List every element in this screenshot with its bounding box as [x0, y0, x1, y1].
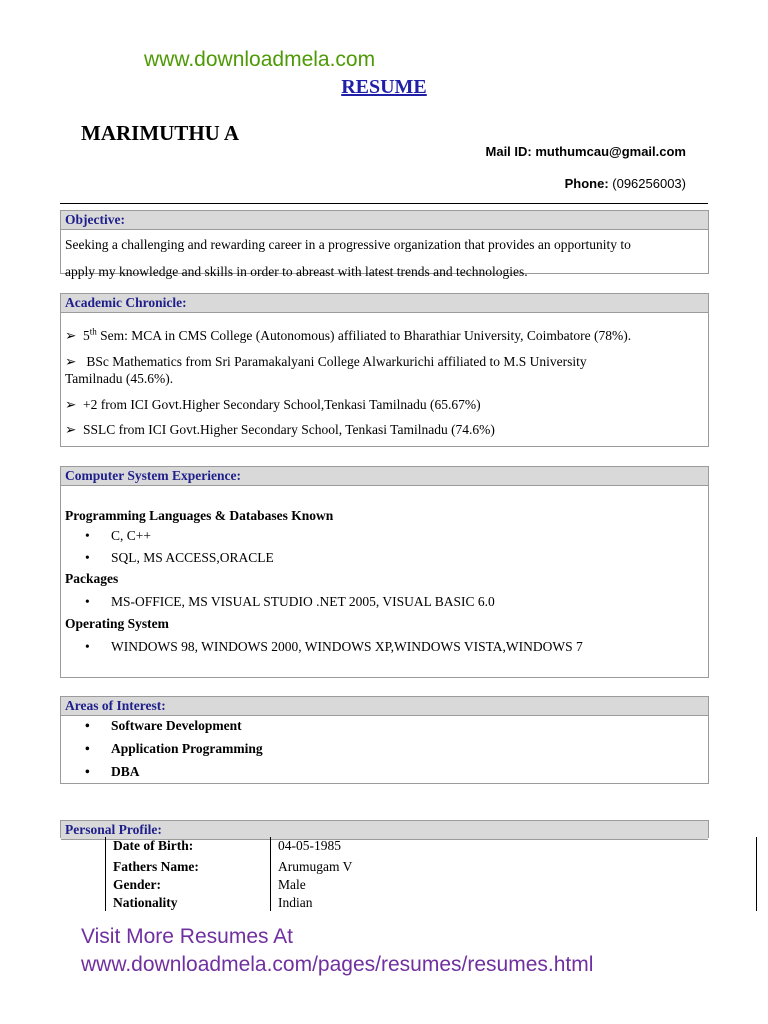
profile-value-nationality: Indian: [278, 895, 313, 910]
academic-item: ➢ +2 from ICI Govt.Higher Secondary School,Tenkasi Tamilnadu (65.67%): [65, 397, 481, 412]
table-border: [270, 837, 271, 911]
academic-heading: Academic Chronicle:: [61, 294, 708, 313]
profile-label-gender: Gender:: [113, 877, 161, 892]
profile-label-father: Fathers Name:: [113, 859, 199, 874]
list-item: • SQL, MS ACCESS,ORACLE: [85, 550, 274, 565]
list-item: • Software Development: [85, 718, 242, 733]
bullet-dot-icon: •: [85, 741, 90, 756]
phone-value: (096256003): [608, 176, 686, 191]
arrow-bullet-icon: ➢: [65, 354, 77, 369]
personal-heading: Personal Profile:: [61, 821, 708, 840]
table-border: [105, 837, 106, 911]
arrow-bullet-icon: ➢: [65, 328, 77, 343]
profile-label-dob: Date of Birth:: [113, 838, 194, 853]
bullet-dot-icon: •: [85, 528, 90, 543]
bullet-dot-icon: •: [85, 718, 90, 733]
list-item: • DBA: [85, 764, 140, 779]
objective-line-2: apply my knowledge and skills in order to abreast with latest trends and technologies.: [65, 264, 528, 279]
bullet-dot-icon: •: [85, 764, 90, 779]
os-subheading: Operating System: [65, 616, 169, 631]
programming-subheading: Programming Languages & Databases Known: [65, 508, 334, 523]
header-divider: [60, 203, 708, 204]
academic-item: ➢ 5th Sem: MCA in CMS College (Autonomous) affiliated to Bharathiar University, Coimbatore (78%).: [65, 326, 632, 343]
arrow-bullet-icon: ➢: [65, 397, 77, 412]
table-border: [756, 837, 757, 911]
phone: [565, 176, 686, 191]
computer-heading: Computer System Experience:: [61, 467, 708, 486]
objective-line-1: Seeking a challenging and rewarding career in a progressive organization that provides an opportunity to: [65, 237, 631, 252]
objective-section: [60, 210, 709, 279]
candidate-name: MARIMUTHU A: [81, 121, 240, 145]
bullet-dot-icon: •: [85, 594, 90, 609]
packages-subheading: Packages: [65, 571, 119, 586]
list-item: • WINDOWS 98, WINDOWS 2000, WINDOWS XP,WINDOWS VISTA,WINDOWS 7: [85, 639, 583, 654]
watermark-top-link[interactable]: www.downloadmela.com: [144, 48, 376, 71]
arrow-bullet-icon: ➢: [65, 422, 77, 437]
profile-value-gender: Male: [278, 877, 306, 892]
profile-value-dob: 04-05-1985: [278, 838, 341, 853]
list-item: • MS-OFFICE, MS VISUAL STUDIO .NET 2005, VISUAL BASIC 6.0: [85, 594, 495, 609]
objective-heading: Objective:: [61, 211, 708, 230]
watermark-bottom-link[interactable]: www.downloadmela.com/pages/resumes/resumes.html: [81, 953, 594, 976]
interests-section: [60, 696, 709, 784]
bullet-dot-icon: •: [85, 550, 90, 565]
phone-label: Phone:: [564, 176, 609, 191]
list-item: • C, C++: [85, 528, 151, 543]
academic-item: ➢ SSLC from ICI Govt.Higher Secondary School, Tenkasi Tamilnadu (74.6%): [65, 422, 495, 437]
list-item: • Application Programming: [85, 741, 263, 756]
computer-section: [60, 466, 709, 678]
objective-text: [61, 230, 708, 285]
mail-id: Mail ID: muthumcau@gmail.com: [485, 144, 686, 159]
academic-item: ➢ BSc Mathematics from Sri Paramakalyani College Alwarkurichi affiliated to M.S University Tamilnadu (45.6%).: [65, 354, 587, 386]
personal-section: [60, 820, 709, 838]
profile-label-nationality: Nationality: [113, 895, 178, 910]
profile-value-father: Arumugam V: [278, 859, 353, 874]
bullet-dot-icon: •: [85, 639, 90, 654]
resume-title: RESUME: [341, 76, 427, 98]
interests-heading: Areas of Interest:: [61, 697, 708, 716]
academic-section: [60, 293, 709, 447]
watermark-bottom-line-1: Visit More Resumes At: [81, 925, 294, 948]
